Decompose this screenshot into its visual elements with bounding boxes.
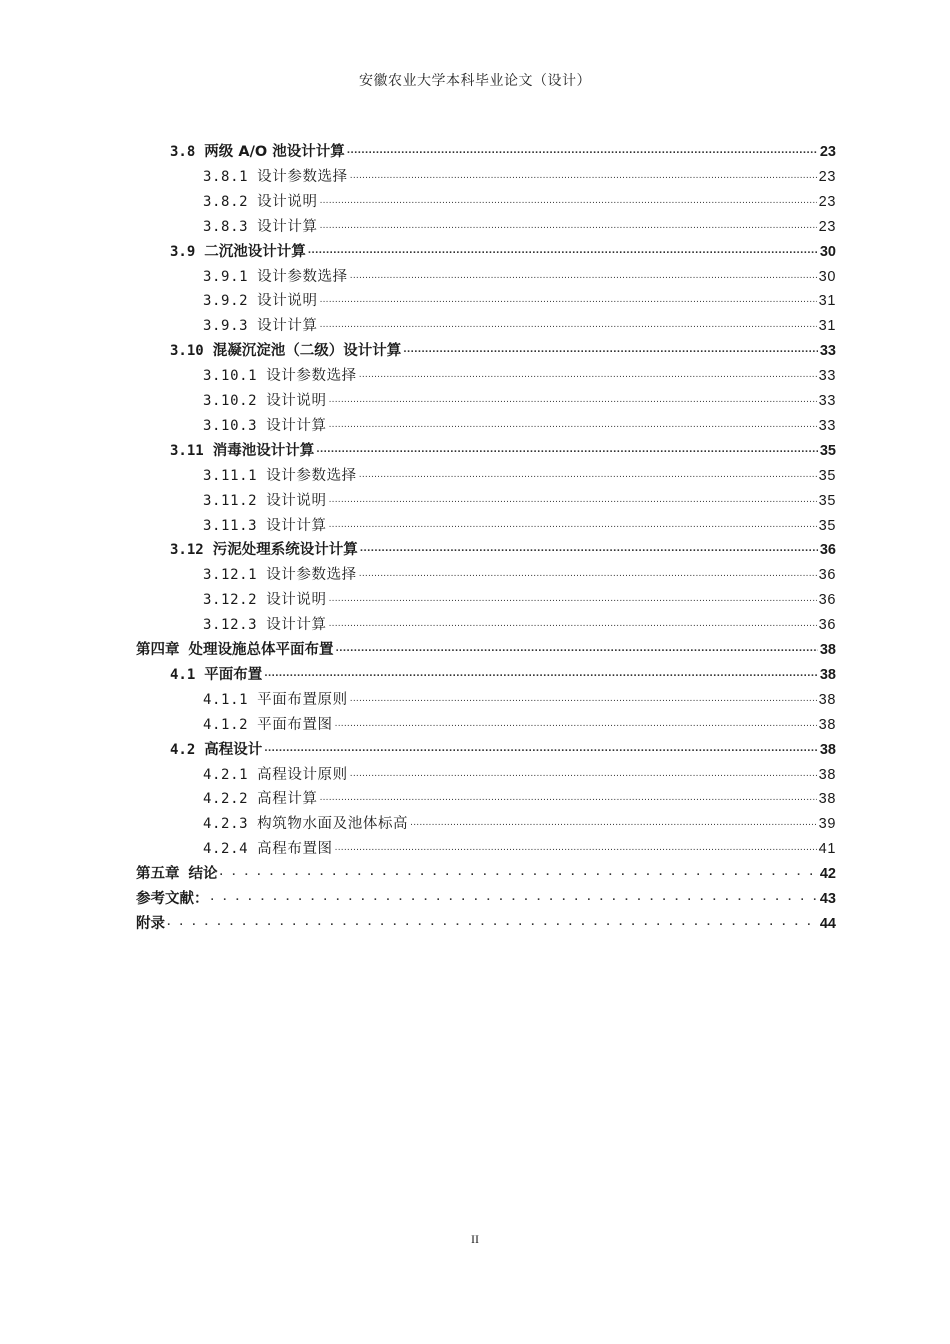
toc-entry[interactable] bbox=[136, 885, 836, 909]
toc-dot-leader bbox=[220, 866, 818, 880]
toc-entry-title: 设计参数选择 bbox=[257, 168, 348, 185]
toc-entry-number: 3.11 bbox=[170, 442, 204, 459]
toc-entry-title: 设计计算 bbox=[257, 318, 318, 335]
toc-entry-title: 设计参数选择 bbox=[266, 467, 357, 484]
toc-entry-number: 3.10.2 bbox=[203, 393, 258, 409]
toc-entry-page: 38 bbox=[819, 666, 836, 683]
toc-entry-page: 33 bbox=[819, 343, 836, 360]
toc-entry-number: 4.2.1 bbox=[203, 766, 249, 783]
toc-dot-leader bbox=[320, 219, 817, 233]
toc-entry-page: 31 bbox=[818, 293, 836, 310]
toc-entry[interactable] bbox=[203, 188, 836, 212]
toc-entry-number: 3.12.1 bbox=[203, 567, 258, 584]
toc-entry[interactable] bbox=[203, 835, 836, 859]
toc-entry[interactable] bbox=[203, 163, 836, 187]
toc-entry-number: 3.10.1 bbox=[203, 368, 258, 385]
toc-entry[interactable] bbox=[203, 287, 836, 311]
toc-entry-number: 3.8.1 bbox=[203, 168, 249, 185]
toc-entry-number: 3.11.1 bbox=[203, 467, 258, 484]
toc-entry[interactable] bbox=[170, 736, 836, 760]
toc-entry[interactable] bbox=[203, 362, 836, 386]
toc-entry-page: 33 bbox=[818, 417, 836, 434]
toc-dot-leader bbox=[320, 293, 817, 307]
toc-entry-title: 结论 bbox=[188, 866, 218, 883]
toc-entry-number: 3.10.3 bbox=[203, 417, 258, 434]
toc-dot-leader bbox=[264, 667, 818, 681]
toc-entry-number: 3.10 bbox=[170, 343, 204, 360]
toc-dot-leader bbox=[359, 368, 817, 382]
toc-entry-title: 设计说明 bbox=[266, 492, 327, 509]
toc-entry-page: 30 bbox=[818, 268, 836, 285]
toc-dot-leader bbox=[360, 542, 818, 556]
toc-entry-number: 4.2.2 bbox=[203, 791, 249, 808]
toc-entry-title: 消毒池设计计算 bbox=[212, 442, 315, 459]
toc-entry-number: 4.2.4 bbox=[203, 841, 249, 858]
toc-dot-leader bbox=[350, 169, 817, 183]
toc-entry[interactable] bbox=[203, 761, 836, 785]
toc-entry-number: 3.9.2 bbox=[203, 293, 249, 310]
toc-entry-title: 设计计算 bbox=[266, 517, 327, 534]
toc-entry-number: 3.8.2 bbox=[203, 193, 249, 210]
toc-entry-page: 39 bbox=[818, 816, 836, 833]
toc-entry-title: 处理设施总体平面布置 bbox=[188, 642, 334, 658]
toc-entry[interactable] bbox=[203, 586, 836, 610]
toc-entry-number: 第五章 bbox=[136, 866, 180, 883]
toc-entry-page: 36 bbox=[818, 617, 836, 634]
toc-entry-number: 3.8.3 bbox=[203, 218, 249, 235]
toc-entry-title: 平面布置图 bbox=[257, 716, 333, 733]
toc-entry[interactable] bbox=[203, 412, 836, 436]
toc-entry-page: 35 bbox=[819, 442, 836, 459]
toc-entry-title: 设计计算 bbox=[257, 218, 318, 235]
toc-entry-title: 设计计算 bbox=[266, 617, 327, 634]
toc-entry-title: 设计参数选择 bbox=[266, 368, 357, 385]
toc-entry-title: 设计说明 bbox=[257, 193, 318, 210]
toc-entry[interactable] bbox=[203, 611, 836, 635]
toc-entry-page: 23 bbox=[818, 168, 836, 185]
toc-dot-leader bbox=[329, 518, 817, 532]
toc-entry-number: 3.9.3 bbox=[203, 318, 249, 335]
toc-entry-number: 第四章 bbox=[136, 642, 180, 658]
toc-entry[interactable] bbox=[136, 860, 836, 884]
toc-entry-page: 23 bbox=[818, 218, 836, 235]
toc-entry-title: 高程设计 bbox=[204, 741, 263, 758]
toc-entry-page: 42 bbox=[819, 866, 836, 883]
toc-dot-leader bbox=[329, 493, 817, 507]
toc-entry-title: 二沉池设计计算 bbox=[204, 243, 306, 260]
toc-dot-leader bbox=[264, 742, 818, 756]
toc-dot-leader bbox=[308, 244, 818, 258]
toc-entry-page: 35 bbox=[818, 467, 836, 484]
toc-entry-title: 高程布置图 bbox=[257, 841, 333, 858]
toc-dot-leader bbox=[347, 144, 818, 158]
toc-dot-leader bbox=[329, 393, 817, 407]
toc-dot-leader bbox=[403, 343, 818, 357]
toc-dot-leader bbox=[167, 916, 818, 930]
toc-entry[interactable] bbox=[203, 387, 836, 411]
toc-entry-page: 38 bbox=[819, 741, 836, 758]
toc-entry-page: 31 bbox=[818, 318, 836, 335]
toc-entry-page: 36 bbox=[818, 567, 836, 584]
toc-entry-title: 设计说明 bbox=[266, 592, 327, 609]
toc-entry-number: 3.11.2 bbox=[203, 492, 258, 509]
toc-entry[interactable] bbox=[203, 561, 836, 585]
toc-entry-title: 高程设计原则 bbox=[257, 766, 348, 783]
toc-entry-number: 参考文献： bbox=[136, 891, 209, 907]
toc-dot-leader bbox=[410, 816, 817, 830]
toc-dot-leader bbox=[329, 592, 817, 606]
toc-entry-title: 构筑物水面及池体标高 bbox=[257, 816, 409, 833]
toc-entry[interactable] bbox=[203, 512, 836, 536]
toc-entry-number: 3.12 bbox=[170, 542, 204, 559]
toc-entry-title: 设计说明 bbox=[266, 393, 327, 409]
toc-entry-number: 4.1.1 bbox=[203, 691, 249, 708]
page-header: 安徽农业大学本科毕业论文（设计） bbox=[359, 73, 591, 89]
toc-entry-title: 设计参数选择 bbox=[257, 268, 348, 285]
toc-dot-leader bbox=[335, 717, 817, 731]
toc-entry-page: 41 bbox=[818, 841, 836, 858]
toc-dot-leader bbox=[359, 468, 817, 482]
toc-dot-leader bbox=[359, 567, 817, 581]
toc-entry-number: 3.9.1 bbox=[203, 268, 249, 285]
toc-entry-page: 23 bbox=[819, 144, 836, 160]
toc-entry-title: 设计计算 bbox=[266, 417, 327, 434]
toc-dot-leader bbox=[320, 318, 817, 332]
toc-entry[interactable] bbox=[136, 636, 836, 660]
toc-dot-leader bbox=[211, 891, 818, 905]
toc-dot-leader bbox=[320, 791, 817, 805]
toc-entry-page: 38 bbox=[818, 716, 836, 733]
toc-entry-title: 两级 A/O 池设计计算 bbox=[204, 144, 345, 160]
toc-entry[interactable] bbox=[170, 238, 836, 262]
toc-entry[interactable] bbox=[203, 312, 836, 336]
toc-dot-leader bbox=[316, 443, 818, 457]
toc-dot-leader bbox=[335, 841, 817, 855]
toc-entry-page: 35 bbox=[818, 517, 836, 534]
toc-entry[interactable] bbox=[203, 686, 836, 710]
toc-entry-title: 平面布置 bbox=[204, 666, 263, 683]
toc-entry-page: 38 bbox=[819, 642, 836, 658]
toc-entry[interactable] bbox=[136, 910, 836, 934]
toc-entry-number: 附录 bbox=[136, 915, 165, 932]
toc-entry-page: 38 bbox=[818, 691, 836, 708]
toc-entry-number: 4.2.3 bbox=[203, 816, 249, 833]
toc-entry-number: 3.12.3 bbox=[203, 617, 258, 634]
toc-entry-title: 高程计算 bbox=[257, 791, 318, 808]
toc-entry-page: 33 bbox=[818, 368, 836, 385]
toc-entry-page: 30 bbox=[819, 243, 836, 260]
page-number: II bbox=[471, 1232, 479, 1246]
toc-entry-title: 平面布置原则 bbox=[257, 691, 348, 708]
toc-entry[interactable] bbox=[203, 711, 836, 735]
toc-dot-leader bbox=[350, 269, 817, 283]
toc-entry-page: 44 bbox=[819, 915, 836, 932]
toc-dot-leader bbox=[336, 642, 818, 656]
toc-entry-page: 36 bbox=[819, 542, 836, 559]
toc-entry-title: 混凝沉淀池（二级）设计计算 bbox=[212, 343, 402, 360]
toc-dot-leader bbox=[329, 617, 817, 631]
toc-dot-leader bbox=[350, 692, 817, 706]
toc-entry[interactable] bbox=[203, 213, 836, 237]
toc-entry[interactable] bbox=[170, 437, 836, 461]
toc-entry-page: 23 bbox=[818, 193, 836, 210]
toc-entry[interactable] bbox=[170, 138, 836, 162]
toc-entry-title: 设计参数选择 bbox=[266, 567, 357, 584]
toc-entry[interactable] bbox=[203, 810, 836, 834]
toc-entry-number: 4.2 bbox=[170, 741, 196, 758]
toc-entry[interactable] bbox=[170, 337, 836, 361]
toc-dot-leader bbox=[320, 194, 817, 208]
toc-entry[interactable] bbox=[203, 462, 836, 486]
toc-entry-number: 3.8 bbox=[170, 144, 196, 160]
toc-entry[interactable] bbox=[203, 263, 836, 287]
toc-entry[interactable] bbox=[170, 661, 836, 685]
toc-entry[interactable] bbox=[203, 785, 836, 809]
toc-entry-page: 43 bbox=[819, 891, 836, 907]
toc-entry-number: 4.1.2 bbox=[203, 716, 249, 733]
toc-entry-page: 33 bbox=[818, 393, 836, 409]
toc-entry-page: 35 bbox=[818, 492, 836, 509]
toc-dot-leader bbox=[350, 767, 817, 781]
toc-entry[interactable] bbox=[170, 536, 836, 560]
toc-entry-page: 36 bbox=[818, 592, 836, 609]
toc-entry-title: 设计说明 bbox=[257, 293, 318, 310]
toc-entry-number: 3.12.2 bbox=[203, 592, 258, 609]
toc-entry-number: 3.9 bbox=[170, 243, 196, 260]
toc-entry-page: 38 bbox=[818, 766, 836, 783]
toc-entry[interactable] bbox=[203, 487, 836, 511]
toc-entry-title: 污泥处理系统设计计算 bbox=[212, 542, 358, 559]
toc-entry-number: 3.11.3 bbox=[203, 517, 258, 534]
toc-entry-number: 4.1 bbox=[170, 666, 196, 683]
toc-entry-page: 38 bbox=[818, 791, 836, 808]
toc-dot-leader bbox=[329, 418, 817, 432]
